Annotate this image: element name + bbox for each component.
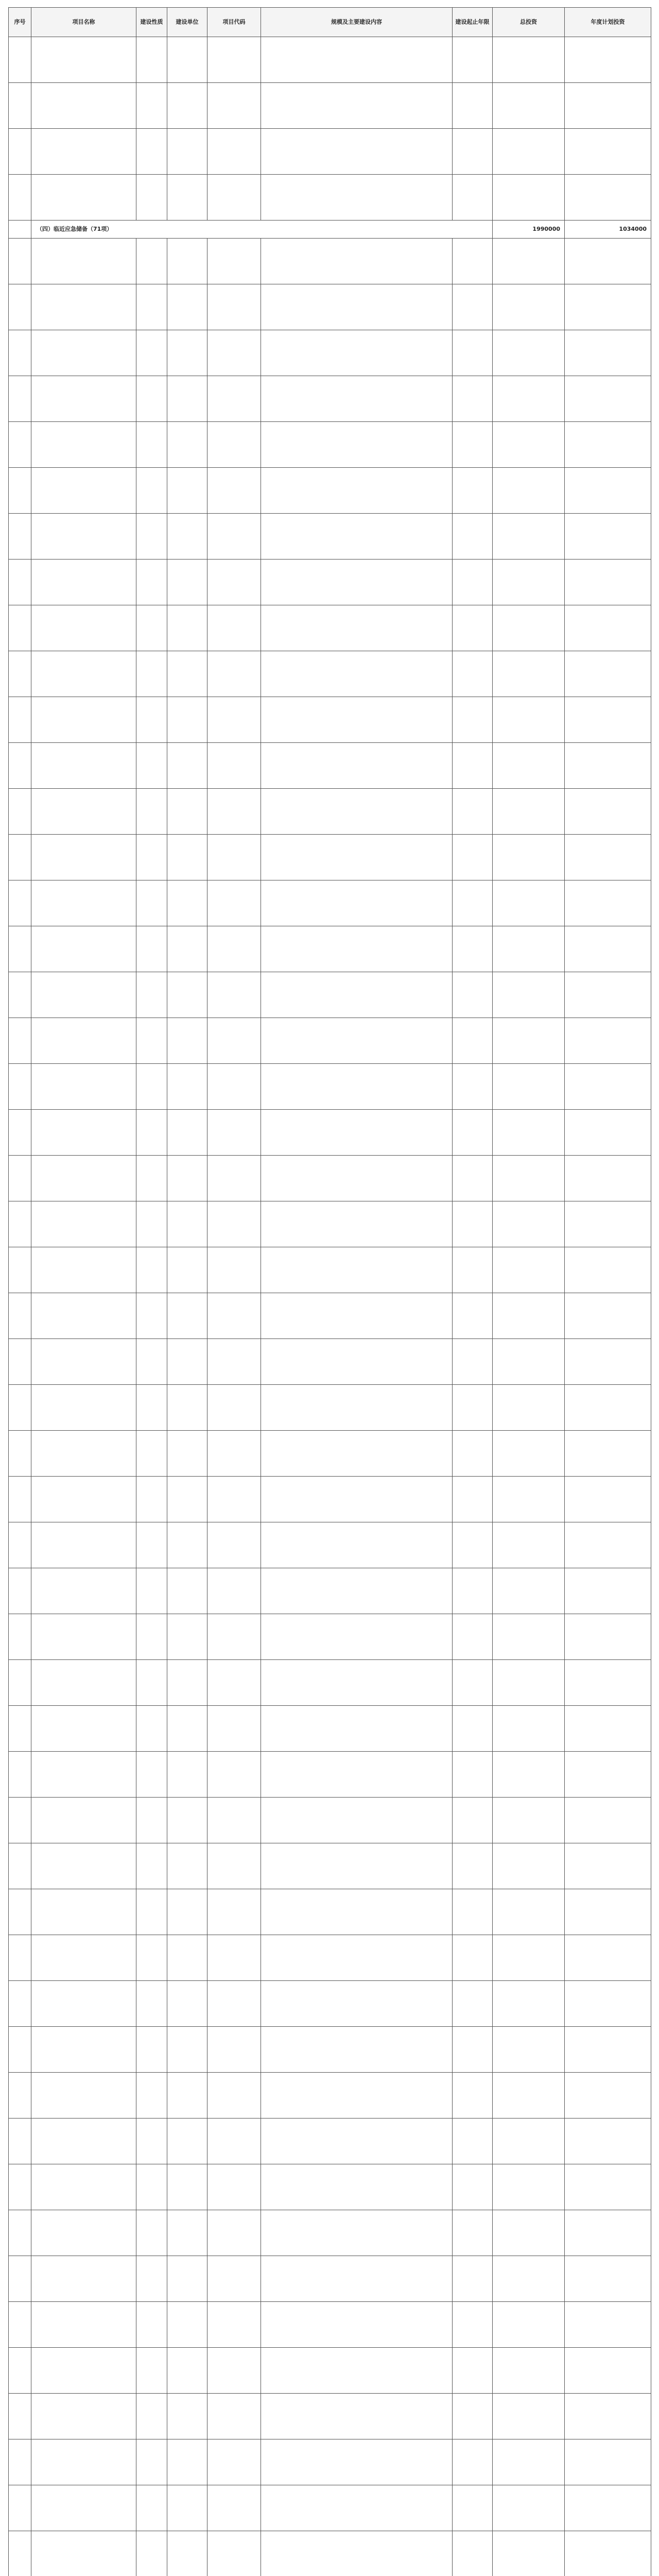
section-label: （四）临近应急储备（71项） — [31, 221, 493, 239]
table-row — [9, 880, 651, 926]
table-row — [9, 2439, 651, 2485]
table-row — [9, 1477, 651, 1522]
table-row — [9, 1293, 651, 1339]
table-row — [9, 1156, 651, 1201]
table-row — [9, 1431, 651, 1477]
table-row — [9, 2302, 651, 2348]
header-plan: 年度计划投资 — [565, 8, 651, 37]
table-row — [9, 175, 651, 221]
header-total: 总投资 — [493, 8, 565, 37]
header-scale: 规模及主要建设内容 — [261, 8, 453, 37]
table-row — [9, 2164, 651, 2210]
table-row — [9, 1064, 651, 1110]
table-row — [9, 1843, 651, 1889]
table-row — [9, 1889, 651, 1935]
table-row — [9, 972, 651, 1018]
table-row — [9, 1935, 651, 1981]
table-row — [9, 284, 651, 330]
table-row — [9, 2210, 651, 2256]
header-code: 项目代码 — [207, 8, 261, 37]
table-row — [9, 376, 651, 422]
table-row — [9, 2394, 651, 2439]
table-row — [9, 37, 651, 83]
table-row — [9, 605, 651, 651]
table-row — [9, 2485, 651, 2531]
section-plan: 1034000 — [565, 221, 651, 239]
table-row — [9, 1385, 651, 1431]
header-type: 建设性质 — [136, 8, 167, 37]
table-row — [9, 2348, 651, 2394]
table-row — [9, 83, 651, 129]
table-row — [9, 2119, 651, 2164]
table-body — [9, 37, 651, 2576]
table-row — [9, 835, 651, 880]
table-row — [9, 651, 651, 697]
table-row — [9, 560, 651, 605]
table-row — [9, 1110, 651, 1156]
table-row — [9, 129, 651, 175]
table-row — [9, 1339, 651, 1385]
table-row — [9, 1660, 651, 1706]
table-row — [9, 789, 651, 835]
table-row — [9, 1247, 651, 1293]
project-table — [8, 7, 651, 2576]
table-row — [9, 1018, 651, 1064]
table-row — [9, 239, 651, 284]
table-row — [9, 330, 651, 376]
table-row — [9, 1201, 651, 1247]
table-row — [9, 514, 651, 560]
header-name: 项目名称 — [31, 8, 136, 37]
table-header-row — [9, 8, 651, 37]
table-row — [9, 468, 651, 514]
table-row — [9, 697, 651, 743]
table-row — [9, 2531, 651, 2576]
section-total: 1990000 — [493, 221, 565, 239]
table-row — [9, 1752, 651, 1798]
table-row — [9, 2027, 651, 2073]
table-row — [9, 1522, 651, 1568]
section-row-4 — [9, 221, 651, 239]
header-owner: 建设单位 — [167, 8, 207, 37]
table-row — [9, 926, 651, 972]
table-row — [9, 1706, 651, 1752]
table-row — [9, 1981, 651, 2027]
table-row — [9, 422, 651, 468]
table-row — [9, 1614, 651, 1660]
table-row — [9, 2256, 651, 2302]
table-row — [9, 743, 651, 789]
header-period: 建设起止年限 — [453, 8, 493, 37]
header-seq: 序号 — [9, 8, 31, 37]
table-row — [9, 1568, 651, 1614]
table-row — [9, 1798, 651, 1843]
table-row — [9, 2073, 651, 2119]
